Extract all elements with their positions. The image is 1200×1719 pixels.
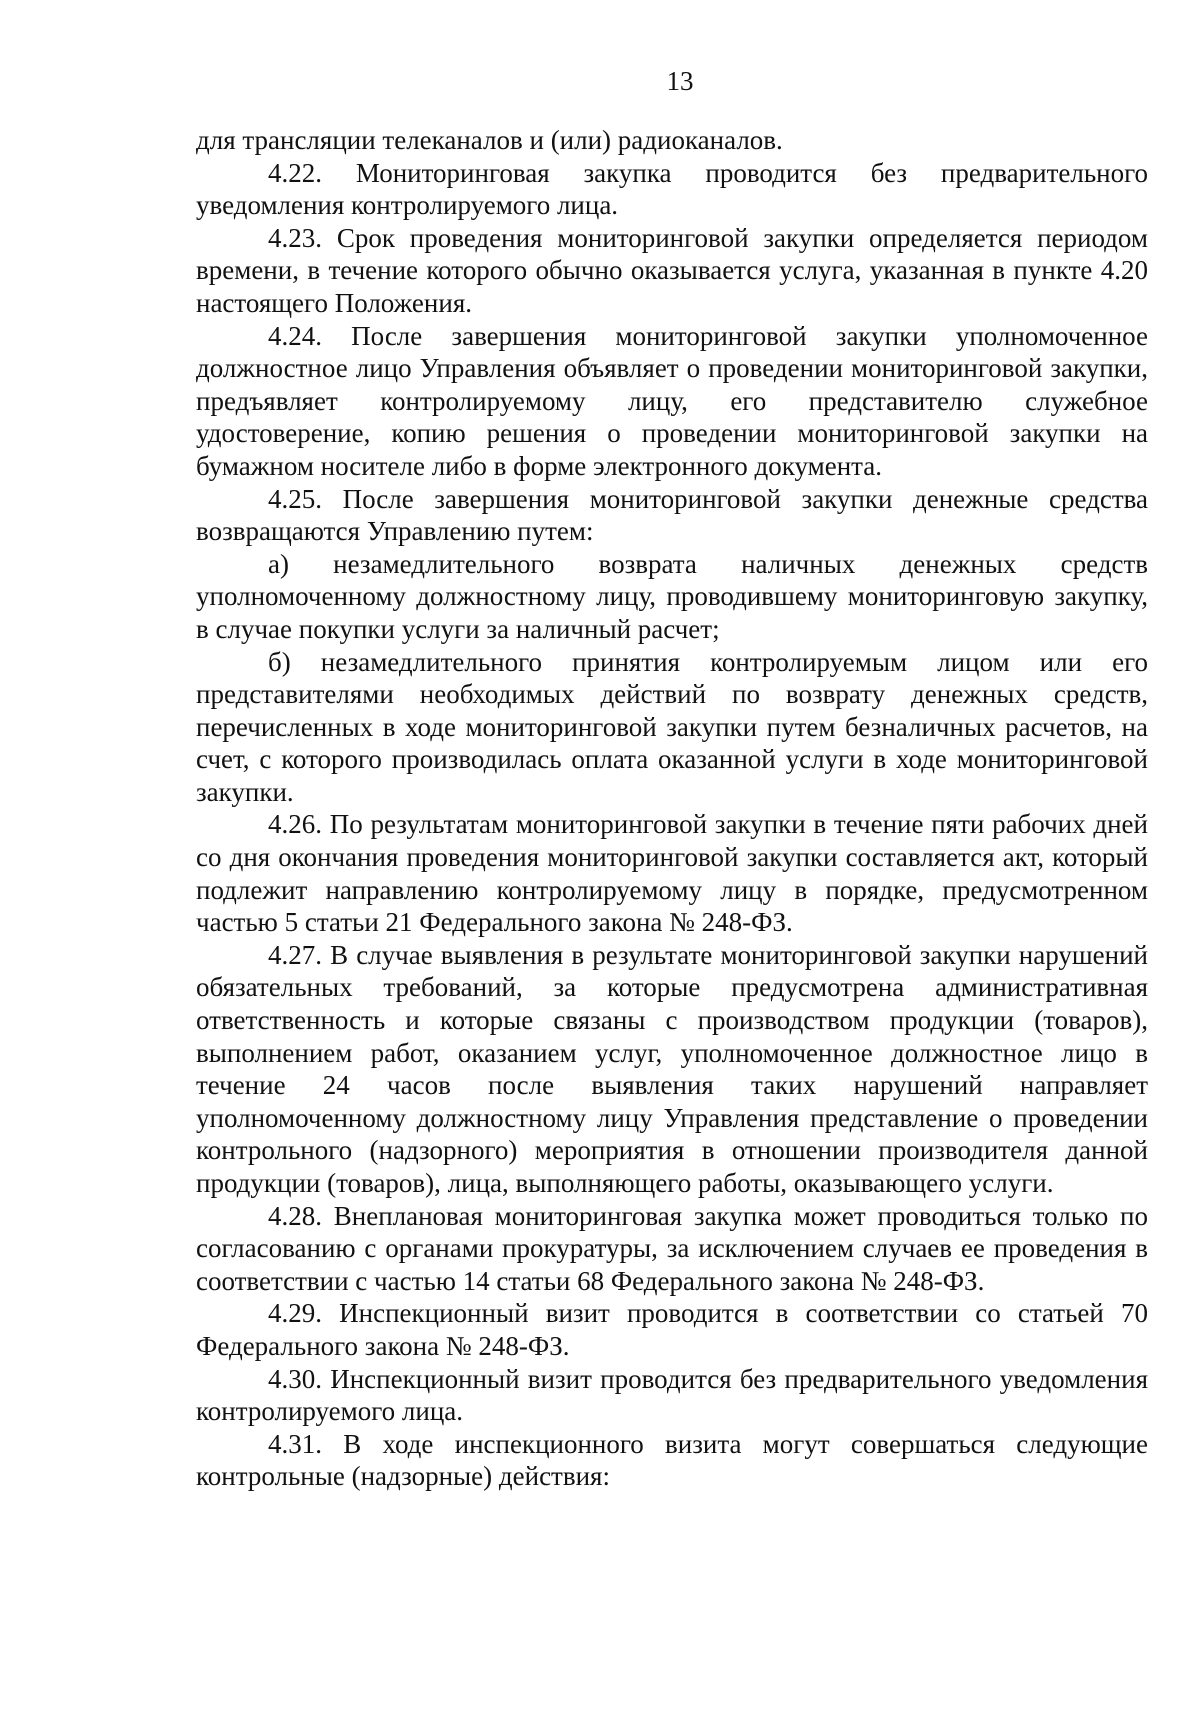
paragraph-4-29: 4.29. Инспекционный визит проводится в соответствии со статьей 70 Федерального закона № 248-ФЗ. [196,1298,1148,1361]
paragraph-4-25-a: а) незамедлительного возврата наличных денежных средств уполномоченному должностному лицу, проводившему мониторинговую закупку, в случае покупки услуги за наличный расчет; [196,548,1148,644]
paragraph-4-25: 4.25. После завершения мониторинговой закупки денежные средства возвращаются Управлению путем: [196,483,1148,547]
paragraph-4-22: 4.22. Мониторинговая закупка проводится без предварительного уведомления контролируемого лица. [196,157,1148,221]
paragraph-4-27: 4.27. В случае выявления в результате мониторинговой закупки нарушений обязательных требований, за которые предусмотрена административная ответственность и которые связаны с производством продукции (товаров), выполнением работ, оказанием услуг, уполномоченное должностное лицо в течение 24 часов после выявления таких нарушений направляет уполномоченному должностному лицу Управления представление о проведении контрольного (надзорного) мероприятия в отношении производителя данной продукции (товаров), лица, выполняющего работы, оказывающего услуги. [196,939,1148,1198]
paragraph-4-30: 4.30. Инспекционный визит проводится без предварительного уведомления контролируемого лица. [196,1363,1148,1427]
paragraph-4-25-b: б) незамедлительного принятия контролируемым лицом или его представителями необходимых действий по возврату денежных средств, перечисленных в ходе мониторинговой закупки путем безналичных расчетов, на счет, с которого производилась оплата оказанной услуги в ходе мониторинговой закупки. [196,646,1148,807]
paragraph-4-24: 4.24. После завершения мониторинговой закупки уполномоченное должностное лицо Управления объявляет о проведении мониторинговой закупки, предъявляет контролируемому лицу, его представителю служебное удостоверение, копию решения о проведении мониторинговой закупки на бумажном носителе либо в форме электронного документа. [196,320,1148,481]
paragraph-4-23: 4.23. Срок проведения мониторинговой закупки определяется периодом времени, в течение которого обычно оказывается услуга, указанная в пункте 4.20 настоящего Положения. [196,222,1148,318]
page-number: 13 [666,66,694,96]
paragraph-4-31: 4.31. В ходе инспекционного визита могут совершаться следующие контрольные (надзорные) действия: [196,1428,1148,1492]
paragraph-continuation: для трансляции телеканалов и (или) радиоканалов. [196,125,783,155]
paragraph-4-26: 4.26. По результатам мониторинговой закупки в течение пяти рабочих дней со дня окончания проведения мониторинговой закупки составляется акт, который подлежит направлению контролируемому лицу в порядке, предусмотренном частью 5 статьи 21 Федерального закона № 248-ФЗ. [196,809,1148,938]
document-body [196,124,1148,1493]
paragraph-4-28: 4.28. Внеплановая мониторинговая закупка может проводиться только по согласованию с органами прокуратуры, за исключением случаев ее проведения в соответствии с частью 14 статьи 68 Федерального закона № 248-ФЗ. [196,1200,1148,1296]
